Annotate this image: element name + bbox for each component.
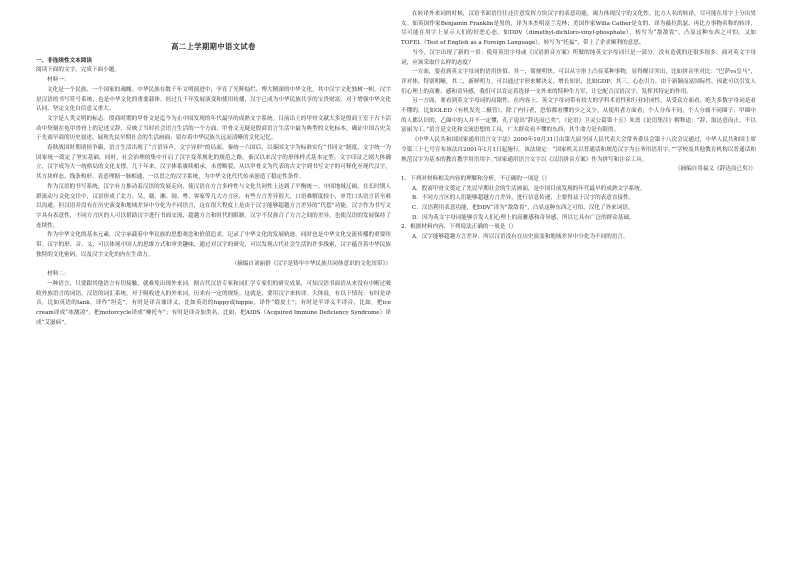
- m2-paragraph: 一方面，要看到英文字母词的语用价值。其一，简便明快。可以从字形上凸显某种事物，显得醒目突出，比如拼音里对比：“巴萨vs皇马”，详对体，特别明晰，其二，新鲜明力。可以通过字形来解决义，增长知识，比如GDP，其三，心态引力，由于新颖而富国际性，因此可以引发人们心理上的高雅、感和奇异感，我们可以肯定着选择一支外来的特种生力军，让它配合汉语汉字，发挥其特定的作用。: [401, 69, 756, 95]
- material2-label: 材料二：: [47, 271, 70, 278]
- question-1: 1．下列对材料相关内容的理解和分析，不正确的一项是（）: [401, 175, 550, 182]
- m2-source: （摘编自用福义《辞达而已矣》）: [674, 166, 756, 173]
- m2-paragraph: 《中华人民共和国国家通用语言文字法》2000年10月31日由第九届全国人民代表大会常务委员会第十八次会议通过，中华人民共和国主席令第三十七号宣布该法自2001年1月1日起施行。该法规定：“国家机关以普通话和规范汉字为公务用语用字。”“学校及其他教育机构以普通话和规范汉字为基本的教育教学用语用字。”国家通用语言文字以《汉语拼音方案》作为拼写和注音工具。: [401, 137, 756, 163]
- m1-paragraph: 文字是人类文明的标志。殷商时期的甲骨文是迄今为止中国发现的年代最早的成熟文字系统。目前出土的甲骨文献大多是殷商王室于占卜活动中契刻在龟甲兽骨上的记述文辞，反映了当时社会语言生活的一个方面。甲骨文无疑是殷商语言生活中最为典型的文化标本，确证中国古史关于先商早商的历史叙述，展现先民早期社会的生活画面，留存着中华民族久远而清晰的文化记忆。: [36, 115, 391, 142]
- q1-option-c: C．汉语利用表意功能，把DDV“译为“敌敌畏”，凸显这种东西之可怕，汉化了外来词语。: [412, 205, 634, 212]
- m2-paragraph: 在转译外来词的时候，汉语书面语往往还注意发挥方块汉字的表意功能，竭力体现汉字的文化性。比方人名的转译，尽可能在用字上分出男女。如英国作家Benjamin Franklin是男的，译为本杰明富兰克林；美国作家Willa Cather是女的，译为薇拉凯瑟。再比方事物名称的转译，尽可能在用字上显示人们的好恶心态。如DDV（dimethyl-dichloro-vinyl-phosphate），转写为“敌敌畏”，凸显这种东西之可怕。又如TOFEL（Test of English as a Foreign Language），转写为“托福”，带上了企求顺利的意思。: [401, 11, 756, 47]
- left-column: [36, 30, 391, 550]
- m2-paragraph: 另一方面，要看到英文字母词的局限性。在内容上，英文字母词带有较大的学科术语性和行业封闭性，从受众方面看，绝大多数字母词是看不懂的，比如OLED（有机发光二极管），除了内行者，恐怕都看懂的少之又少。从使用者方面看，个人分布不同，个人分属不同圈子，甲圈中的人都认识的，乙圈中的人并不一定懂，孔子说出“辞达而已矣”，《论语》卫灵公篇第十五）朱熹《论语集注》解释道：“辞，取达意而止，不以富丽为工。”语言是文化和交流思想的工具，广大群众看不懂的东西，其生命力是有限的。: [401, 98, 756, 134]
- m1-paragraph: 文化是一个民族、一个国家的魂魄。中华民族在数千年文明演进中，孕育了光辉灿烂、博大精深的中华文化，其中汉字文化独树一帜。汉字是汉语的书写符号系统，也是中华文化的重要载体。经过几千年发展演变和使用传播，汉字已成为中华民族共享的宝贵财富，对于增强中华文化认同、坚定文化自信意义重大。: [36, 86, 391, 113]
- m1-paragraph: 春秋战国时期诸侯争霸，语言生活出现了“言语异声，文字异形”的局面。秦统一六国后，以秦国文字为标准实行“书同文”制度，文字统一为国家统一奠定了坚实基础。同时，社会治理的集中开启了汉字变革规化的规范之路。秦汉以来汉字的形体样式基本定型。文字印证之剧大体确立，汉字成为大一统格局的文化支撑。几千年来，汉字体系赓续相承，未曾断裂，从以甲骨文为代表的古文字到书写文字的可释化至现代汉字，其方块样态、线条构形、表意理据一脉相通，一以贯之的汉字系统，为中华文化代代传承创造了稳定性条件。: [36, 145, 391, 181]
- section-heading: 一、非连续性文本阅读: [36, 57, 92, 64]
- m2-paragraph: 当今，汉字出现了新的一景：使用英语字母或《汉语拼音方案》所做的纯英文字母词只是一部分，没有造就的还很多很多。面对英文字母词，应该采取什么样的态度？: [401, 49, 756, 66]
- material1-label: 材料一：: [47, 77, 70, 84]
- m2-paragraph: 一种语言，只要跟其他语言有切接触，就难免出现外来词。据古代汉语专家和词汇学专家们的研究成果，可知汉语书面语从来没有中断过吸收外族语言的词语。汉语的词汇系统，对于吸收进入的外来词，历来有一定的规矩。这就是，要用汉字来转译。大体说，有以下情况：有时是译音，比如英语的tank，译作“坦克”，有时是译音兼译义，比如英语的hippy或hippie，译作“嬉皮士”；有时是半译义半译音，比如，把ice cream译成“冰激凌”，把motorcycle译成“摩托车”；有时是译音加类名，比如，把AIDS（Acquired Immune Deficiency Syndrome）译成“艾滋病”。: [36, 280, 391, 326]
- q1-option-d: D．因为英文字母词能够引发人们心理上的高雅感和奇异感，所以它具有广泛的群众基础。: [412, 214, 635, 221]
- exam-title: 高二上学期期中语文试卷: [171, 42, 256, 51]
- question-2: 2．根据材料内容，下列说法正确的一项是（）: [401, 224, 517, 231]
- q1-option-a: A．殷商甲骨文奠定了先民早期社会的生活画面，是中国目前发现的年代最早的成熟文字系统。: [412, 185, 646, 192]
- q2-option-a: A．汉字能够超越方言差异，所以汉语没有在历史演变和地域差异中分化为不同的语言。: [412, 234, 629, 241]
- m1-paragraph: 作为汉语的书写系统，汉字有力推动着汉语的发展走向，使汉语在方言多样性与文化共同性上达到了平衡统一。中国地域辽阔，在长时期人群流动与文化交往中，汉语形成了北方、吴、赣、湘、闽、粤、客家等几大方言区，有些方言差异很大，口语难解度较小，单凭口头语言甚至难以沟通。但汉语并没有在历史演变和地域差异中分化为不同语言，这在很大程度上是由于汉字能够超越方言差异的“代偿”功能。汉字作为书写文字具有表意性，不同方言区的人可以借助汉字进行书面交流，超越方言和时代的限制。汉字不仅弥合了方言之间的差异，也使汉语的发展保持了连续性。: [36, 183, 391, 229]
- instruction: 阅读下面的文字，完成下面小题。: [36, 67, 120, 74]
- right-column: [401, 10, 756, 550]
- q1-option-b: B．不同方言区的人们能够超越方言差异，进行信息传递，主要得益于汉字的表意直接性。: [412, 195, 635, 202]
- m1-paragraph: 作为中华文化的基本元素，汉字承载着中华民族的思想观念和价值追求，记录了中华文化的发展轨迹，同时也是中华文化交流传播的重要纽带。汉字的形、音、义，可以体现中国人的思维方式和审美趣味，通过对汉字的研究，可以发现古代社会生活的许多线索，汉字蕴含着中华民族独特的文化密码，以及汉字文化的内在生命力。: [36, 232, 391, 258]
- m1-source: （摘编自刘丽群《汉字是铸牢中华民族共同体意识的文化纽带》）: [231, 261, 391, 268]
